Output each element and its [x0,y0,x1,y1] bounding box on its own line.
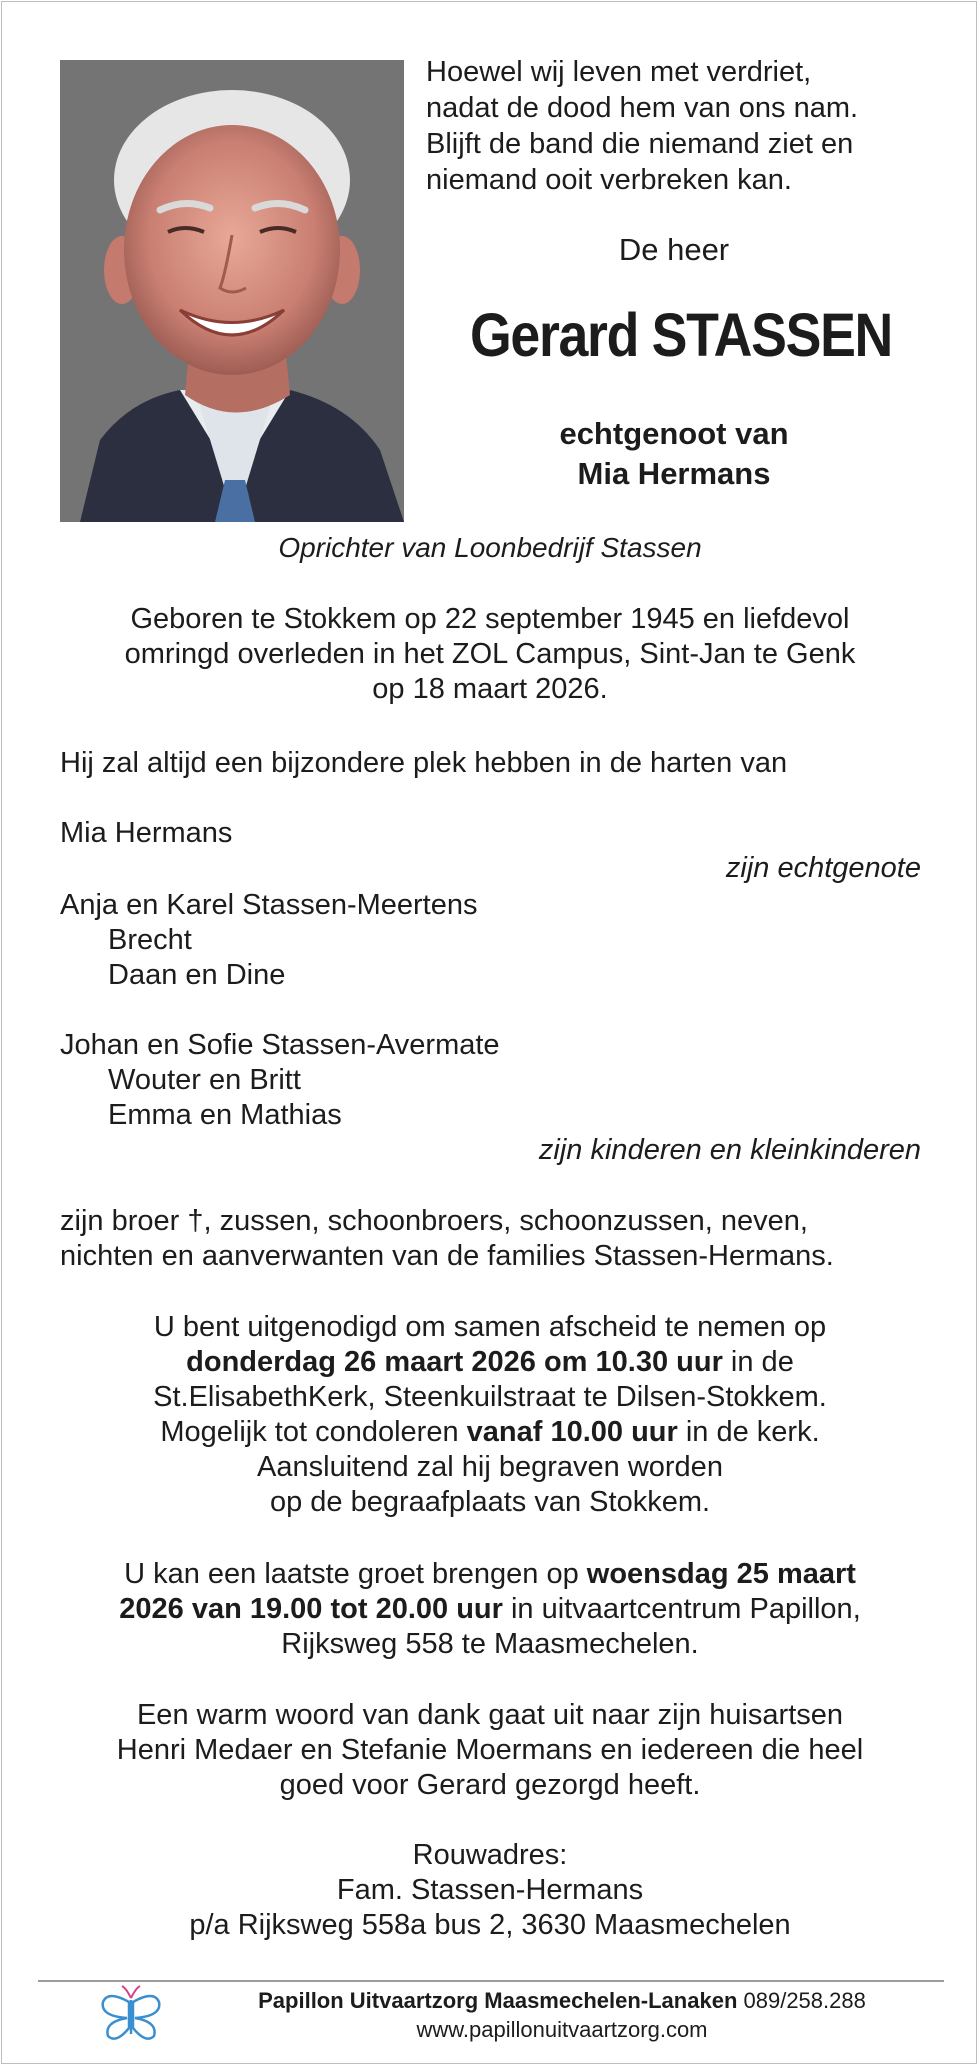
portrait-photo [60,60,404,522]
grandchild-name: Brecht [108,924,192,956]
birth-line: Geboren te Stokkem op 22 september 1945 en liefdevol [130,603,850,635]
address-line: p/a Rijksweg 558a bus 2, 3630 Maasmechelen [189,1909,791,1941]
birth-death-info [42,602,938,707]
butterfly-logo-icon [98,1984,164,2046]
intro-line: Hij zal altijd een bijzondere plek hebben in de harten van [60,747,788,779]
thanks-info [42,1698,938,1803]
thanks-line: goed voor Gerard gezorgd heeft. [279,1769,701,1801]
visitation-address: Rijksweg 558 te Maasmechelen. [281,1628,699,1660]
grandchild-name: Wouter en Britt [108,1064,301,1096]
spouse-name: Mia Hermans [577,456,771,491]
portrait-illustration [60,60,404,522]
child-name: Anja en Karel Stassen-Meertens [60,889,478,921]
visitation-time: 2026 van 19.00 tot 20.00 uur [119,1593,503,1625]
deceased-name: Gerard STASSEN [469,301,893,369]
condolence-line: Mogelijk tot condoleren vanaf 10.00 uur in de kerk. [160,1416,820,1448]
ceremony-location: St.ElisabethKerk, Steenkuilstraat te Dilsen-Stokkem. [153,1381,827,1413]
address-line: Fam. Stassen-Hermans [336,1874,644,1906]
relatives [60,1204,940,1274]
children-role: zijn kinderen en kleinkinderen [538,1134,921,1166]
ceremony-line: U bent uitgenodigd om samen afscheid te nemen op [153,1311,827,1343]
poem-line: Blijft de band die niemand ziet en [426,128,854,160]
visitation-line: 2026 van 19.00 tot 20.00 uur in uitvaartcentrum Papillon, [119,1593,861,1625]
spouse-relation-label: echtgenoot van [559,416,789,451]
grandchild-name: Daan en Dine [108,959,286,991]
grandchild-name: Emma en Mathias [108,1099,342,1131]
honorific: De heer [618,232,730,267]
footer-divider [38,1980,944,1982]
mourning-address [42,1838,938,1943]
funeral-home-phone: 089/258.288 [737,1988,866,2013]
visitation-info [42,1557,938,1662]
address-label: Rouwadres: [412,1839,568,1871]
thanks-line: Henri Medaer en Stefanie Moermans en iedereen die heel [116,1734,864,1766]
birth-line: omringd overleden in het ZOL Campus, Sint-Jan te Genk [124,638,856,670]
visitation-line: U kan een laatste groet brengen op woensdag 25 maart [124,1558,856,1590]
burial-line: Aansluitend zal hij begraven worden [257,1451,723,1483]
birth-line: op 18 maart 2026. [372,673,608,705]
visitation-date: woensdag 25 maart [586,1558,856,1590]
family-child1 [60,888,940,993]
obituary-card [1,1,977,2064]
poem [426,54,946,198]
relatives-line: zijn broer †, zussen, schoonbroers, schoonzussen, neven, [60,1205,808,1237]
poem-line: Hoewel wij leven met verdriet, [426,56,812,88]
ceremony-line: donderdag 26 maart 2026 om 10.30 uur in de [186,1346,794,1378]
family-child2 [60,1028,940,1133]
funeral-home-name: Papillon Uitvaartzorg Maasmechelen-Lanaken 089/258.288 [258,1988,866,2013]
child-name: Johan en Sofie Stassen-Avermate [60,1029,500,1061]
family-spouse-name: Mia Hermans [60,817,233,849]
ceremony-info [42,1310,938,1520]
poem-line: niemand ooit verbreken kan. [426,164,792,196]
thanks-line: Een warm woord van dank gaat uit naar zijn huisartsen [136,1699,844,1731]
poem-line: nadat de dood hem van ons nam. [426,92,859,124]
spouse-relation [426,414,922,494]
condolence-time: vanaf 10.00 uur [466,1416,678,1448]
family-spouse-role: zijn echtgenote [725,852,921,884]
burial-line: op de begraafplaats van Stokkem. [269,1486,711,1518]
founder-line: Oprichter van Loonbedrijf Stassen [278,532,702,563]
ceremony-date: donderdag 26 maart 2026 om 10.30 uur [186,1346,723,1378]
relatives-line: nichten en aanverwanten van de families Stassen-Hermans. [60,1240,834,1272]
funeral-home-website[interactable]: www.papillonuitvaartzorg.com [416,2017,708,2042]
